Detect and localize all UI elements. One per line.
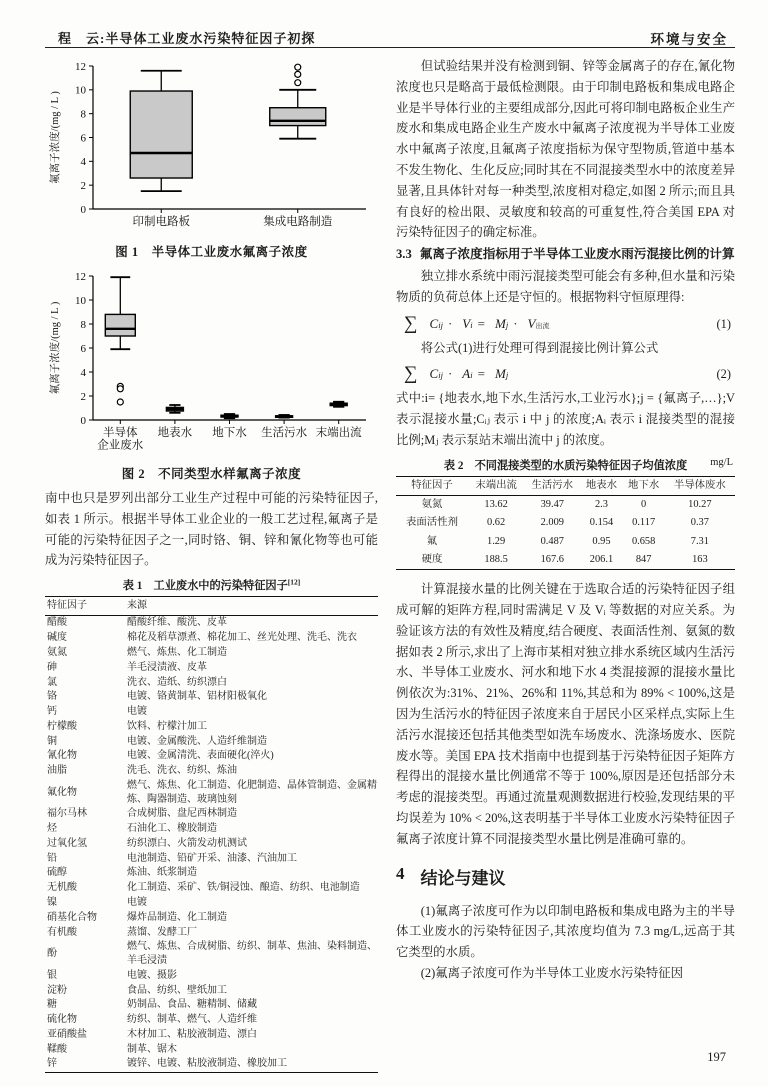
equation-mid-text: 将公式(1)进行处理可得到混接比例计算公式 bbox=[420, 340, 659, 355]
value-cell: 0.487 bbox=[540, 535, 564, 547]
column-header: 地下水 bbox=[623, 476, 665, 495]
column-header: 生活污水 bbox=[524, 476, 580, 495]
equation-2: ∑ C ij · A i = M j (2) bbox=[404, 363, 731, 385]
column-header: 特征因子 bbox=[396, 476, 468, 495]
column-header: 半导体废水 bbox=[665, 476, 735, 495]
factor-cell: 硫醇 bbox=[47, 867, 67, 879]
value-cell: 0.95 bbox=[592, 535, 611, 547]
table-row bbox=[45, 704, 378, 719]
value-cell: 847 bbox=[635, 554, 652, 566]
table-row bbox=[45, 690, 378, 705]
factor-cell: 柠檬酸 bbox=[47, 720, 77, 732]
svg-text:4: 4 bbox=[80, 156, 86, 169]
table-row bbox=[45, 983, 378, 998]
figure-1-boxplot bbox=[45, 56, 378, 260]
value-cell: 0.658 bbox=[631, 535, 656, 547]
factor-cell: 有机酸 bbox=[47, 926, 77, 938]
running-header-right: 环境与安全 bbox=[650, 32, 728, 47]
figure-2-boxplot bbox=[45, 266, 378, 482]
sum-symbol: ∑ bbox=[404, 363, 418, 385]
table-row bbox=[45, 719, 378, 734]
value-cell: 2.009 bbox=[540, 517, 564, 529]
source-cell: 电镀 bbox=[127, 706, 147, 718]
table-row bbox=[45, 910, 378, 925]
factor-cell: 氰化物 bbox=[47, 750, 77, 762]
svg-text:8: 8 bbox=[80, 318, 86, 331]
table-1-header bbox=[45, 597, 378, 616]
svg-text:10: 10 bbox=[75, 84, 86, 97]
table-row bbox=[45, 734, 378, 749]
value-cell: 0.154 bbox=[589, 517, 614, 529]
table-row bbox=[45, 851, 378, 866]
source-cell: 爆炸品制造、化工制造 bbox=[127, 911, 227, 923]
value-cell: 13.62 bbox=[484, 498, 508, 510]
source-cell: 电镀、金属酸洗、人造纤维制造 bbox=[127, 735, 267, 747]
table-row bbox=[45, 675, 378, 690]
svg-text:8: 8 bbox=[80, 108, 86, 121]
factor-cell: 氨氮 bbox=[47, 646, 67, 658]
table-row bbox=[45, 764, 378, 779]
source-cell: 羊毛浸渍液、皮革 bbox=[127, 661, 207, 673]
section-3-3-number: 3.3 bbox=[396, 247, 412, 262]
value-cell: 0.37 bbox=[690, 517, 709, 529]
conclusion-2: (2)氟离子浓度可作为半导体工业废水污染特征因 bbox=[420, 966, 684, 980]
factor-cell: 烃 bbox=[47, 823, 57, 835]
table-2-mean-concentrations bbox=[396, 476, 735, 571]
equation-2-number: (2) bbox=[716, 367, 731, 382]
table-row bbox=[396, 514, 735, 532]
factor-cell: 油脂 bbox=[47, 765, 67, 777]
svg-text:地表水: 地表水 bbox=[157, 427, 193, 439]
svg-text:印制电路板: 印制电路板 bbox=[132, 216, 190, 228]
section-4-heading bbox=[396, 864, 735, 889]
table-1-caption: 表 1 工业废水中的污染特征因子[12] bbox=[122, 577, 301, 593]
table-row bbox=[45, 881, 378, 896]
table-row bbox=[45, 925, 378, 940]
source-cell: 制革、锯木 bbox=[127, 1043, 177, 1055]
source-cell: 化工制造、采矿、铁/铜浸蚀、酿造、纺织、电池制造 bbox=[127, 882, 360, 894]
factor-cell: 银 bbox=[47, 969, 57, 981]
source-cell: 燃气、炼焦、化工制造 bbox=[127, 646, 227, 658]
section-3-3-heading bbox=[396, 244, 735, 265]
factor-cell: 无机酸 bbox=[47, 882, 77, 894]
value-cell: 167.6 bbox=[540, 554, 564, 566]
svg-text:氟离子浓度/(mg / L ): 氟离子浓度/(mg / L ) bbox=[50, 91, 61, 184]
factor-cell: 砷 bbox=[47, 661, 57, 673]
factor-cell: 酚 bbox=[47, 948, 57, 960]
right-paragraph-1: 但试验结果并没有检测到铜、锌等金属离子的存在,氰化物浓度也只是略高于最低检测限。由于印制电路板和集成电路企业是半导体行业的主要组成部分,因此可将印制电路板企业生产废水和集成电路企业生产废水中氟离子浓度视为半导体工业废水中氟离子浓度,且氟离子浓度指标为保守型物质,管道中基本不发生物化、生化反应;同时其在不同混接类型水中的浓度差异显著,且具体针对每一种类型,浓度相对稳定,如图 2 所示;而且具有良好的检出限、灵敏度和较高的可重复性,符合美国 EPA 对污染特征因子的确定标准。 bbox=[396, 59, 735, 240]
value-cell: 0.62 bbox=[487, 517, 506, 529]
source-cell: 蒸馏、发酵工厂 bbox=[127, 926, 197, 938]
table-row bbox=[45, 645, 378, 660]
svg-text:企业废水: 企业废水 bbox=[97, 439, 144, 452]
source-cell: 电镀、铬黄制革、铝材阳极氧化 bbox=[127, 691, 267, 703]
factor-cell: 亚硝酸盐 bbox=[47, 1028, 87, 1040]
svg-text:地下水: 地下水 bbox=[212, 427, 247, 439]
header-rule bbox=[45, 47, 735, 48]
svg-text:氟离子浓度/(mg / L ): 氟离子浓度/(mg / L ) bbox=[50, 301, 61, 395]
equation-1-number: (1) bbox=[716, 316, 731, 331]
factor-cell: 鞣酸 bbox=[47, 1043, 67, 1055]
svg-text:0: 0 bbox=[80, 414, 86, 427]
svg-text:6: 6 bbox=[80, 132, 86, 145]
table-row bbox=[45, 1027, 378, 1042]
factor-cell: 表面活性剂 bbox=[406, 517, 458, 529]
factor-cell: 硝基化合物 bbox=[47, 911, 97, 923]
factor-cell: 硬度 bbox=[421, 554, 443, 566]
factor-cell: 淀粉 bbox=[47, 984, 67, 996]
right-paragraph-4: 计算混接水量的比例关键在于选取合适的污染特征因子组成可解的矩阵方程,同时需满足 V 及 Vᵢ 等数据的对应关系。为验证该方法的有效性及精度,结合硬度、表面活性剂、氨氮的数据如表 2 所示,求出了上海市某相对独立排水系统区域内生活污水、半导体工业废水、河水和地下水 4 类混接源的混接水量比例依次为:31%、21%、26%和 11%,其总和为 89% < 100%,这是因为生活污水的特征因子浓度来自于居民小区采样点,实际上生活污水混接还包括其他类型如洗车场废水、洗涤场废水、医院废水等。美国 EPA 技术指南中也提到基于污染特征因子矩阵方程得出的混接水量比例通常不等于 100%,原因是还包括部分未考虑的混接类型。再通过流量观测数据进行校验,发现结果的平均误差为 10% < 20%,这表明基于半导体工业废水污染特征因子氟离子浓度计算不同混接类型水量比例是准确可靠的。 bbox=[396, 582, 735, 846]
left-column bbox=[45, 56, 378, 1073]
table-2-header bbox=[396, 476, 735, 495]
value-cell: 1.29 bbox=[487, 535, 506, 547]
table-1-pollution-factors bbox=[45, 596, 378, 1072]
source-cell: 石油化工、橡胶制造 bbox=[127, 823, 217, 835]
svg-text:半导体: 半导体 bbox=[103, 427, 138, 439]
table-row bbox=[45, 895, 378, 910]
running-header-left: 程 云:半导体工业废水污染特征因子初探 bbox=[58, 31, 316, 46]
factor-cell: 镍 bbox=[47, 897, 57, 909]
table-row bbox=[45, 749, 378, 764]
source-cell: 纺织、制革、燃气、人造纤维 bbox=[127, 1014, 257, 1026]
source-cell: 饮料、柠檬汁加工 bbox=[127, 720, 207, 732]
svg-text:10: 10 bbox=[75, 294, 86, 307]
column-header: 地表水 bbox=[580, 476, 622, 495]
table-row bbox=[45, 615, 378, 630]
value-cell: 188.5 bbox=[484, 554, 508, 566]
source-cell: 炼油、纸浆制造 bbox=[127, 867, 197, 879]
svg-text:2: 2 bbox=[80, 390, 86, 403]
source-cell: 镀锌、电镀、粘胶液制造、橡胶加工 bbox=[127, 1058, 287, 1070]
table-row bbox=[45, 836, 378, 851]
table-row bbox=[45, 778, 378, 806]
factor-cell: 钙 bbox=[47, 706, 57, 718]
factor-cell: 碱度 bbox=[47, 632, 67, 644]
svg-text:6: 6 bbox=[80, 342, 86, 355]
value-cell: 163 bbox=[692, 554, 708, 566]
table-row bbox=[45, 822, 378, 837]
table-row bbox=[45, 1057, 378, 1072]
section-3-3-title: 氟离子浓度指标用于半导体工业废水雨污混接比例的计算 bbox=[419, 247, 735, 262]
svg-text:12: 12 bbox=[75, 270, 86, 283]
table-row bbox=[45, 807, 378, 822]
value-cell: 2.3 bbox=[594, 498, 608, 510]
source-cell: 醋酸纤维、酸洗、皮革 bbox=[127, 617, 227, 629]
factor-cell: 福尔马林 bbox=[47, 808, 87, 820]
value-cell: 206.1 bbox=[589, 554, 614, 566]
svg-text:0: 0 bbox=[80, 203, 86, 216]
value-cell: 7.31 bbox=[690, 535, 709, 547]
table-row bbox=[45, 968, 378, 983]
source-cell: 纺织漂白、火箭发动机测试 bbox=[127, 837, 247, 849]
factor-cell: 氟化物 bbox=[47, 786, 77, 798]
factor-cell: 铬 bbox=[47, 691, 57, 703]
svg-text:12: 12 bbox=[75, 60, 86, 73]
figure-1-chart bbox=[45, 56, 378, 236]
source-cell: 奶制品、食品、糖精制、储藏 bbox=[127, 999, 257, 1011]
left-paragraph-continuation: 南中也只是罗列出部分工业生产过程中可能的污染特征因子,如表 1 所示。根据半导体工业企业的一般工艺过程,氟离子是可能的污染特征因子之一,同时铬、铜、锌和氰化物等也可能成为污染特征因子。 bbox=[45, 491, 378, 568]
factor-cell: 锌 bbox=[47, 1058, 57, 1070]
table-1-col-source: 来源 bbox=[127, 597, 378, 616]
svg-text:集成电路制造: 集成电路制造 bbox=[263, 216, 333, 228]
factor-cell: 氟 bbox=[426, 535, 438, 547]
value-cell: 0.117 bbox=[632, 517, 656, 529]
equation-1: ∑ C ij · V i = M j · V 出流 (1) bbox=[404, 312, 731, 334]
value-cell: 10.27 bbox=[688, 498, 712, 510]
right-column bbox=[396, 56, 735, 984]
source-cell: 电池制造、铅矿开采、油漆、汽油加工 bbox=[127, 852, 297, 864]
table-row bbox=[45, 631, 378, 646]
factor-cell: 氨氮 bbox=[421, 498, 443, 510]
table-1-col-factor: 特征因子 bbox=[45, 597, 127, 616]
section-4-number: 4 bbox=[396, 863, 405, 883]
table-2-caption: 表 2 不同混接类型的水质污染特征因子均值浓度 mg/L bbox=[443, 456, 733, 472]
table-2-unit: mg/L bbox=[710, 456, 733, 468]
svg-text:生活污水: 生活污水 bbox=[261, 427, 308, 439]
table-row bbox=[45, 866, 378, 881]
factor-cell: 过氧化氢 bbox=[47, 837, 87, 849]
source-cell: 洗衣、造纸、纺织漂白 bbox=[127, 676, 227, 688]
factor-cell: 硫化物 bbox=[47, 1014, 77, 1026]
figure-2-caption: 图 2 不同类型水样氟离子浓度 bbox=[121, 467, 302, 481]
svg-text:4: 4 bbox=[80, 366, 86, 379]
value-cell: 39.47 bbox=[540, 498, 564, 510]
right-paragraph-3: 式中:i= {地表水,地下水,生活污水,工业污水};j = {氟离子,…};V 表示混接水量;Cᵢⱼ 表示 i 中 j 的浓度;Aᵢ 表示 i 混接类型的混接比例;Mⱼ 表示泵站末端出流中 j 的浓度。 bbox=[396, 391, 735, 447]
figure-1-caption: 图 1 半导体工业废水氟离子浓度 bbox=[115, 245, 308, 259]
conclusion-1: (1)氟离子浓度可作为以印制电路板和集成电路为主的半导体工业废水的污染特征因子,其浓度均值为 7.3 mg/L,远高于其它类型的水质。 bbox=[396, 903, 735, 960]
section-4-title: 结论与建议 bbox=[420, 868, 506, 888]
source-cell: 燃气、炼焦、合成树脂、纺织、制革、焦油、染料制造、羊毛浸渍 bbox=[127, 941, 377, 966]
table-row bbox=[45, 940, 378, 968]
table-2-body bbox=[396, 495, 735, 570]
table-row bbox=[396, 551, 735, 570]
column-header: 末端出流 bbox=[468, 476, 524, 495]
source-cell: 燃气、炼焦、化工制造、化肥制造、晶体管制造、金属精炼、陶器制造、玻璃蚀刻 bbox=[127, 779, 377, 805]
table-row bbox=[45, 1042, 378, 1057]
svg-text:末端出流: 末端出流 bbox=[315, 427, 362, 439]
value-cell: 0 bbox=[641, 498, 647, 510]
source-cell: 合成树脂、盘尼西林制造 bbox=[127, 808, 237, 820]
table-1-body bbox=[45, 615, 378, 1072]
factor-cell: 糖 bbox=[47, 999, 57, 1011]
source-cell: 电镀 bbox=[127, 897, 147, 909]
source-cell: 洗毛、洗衣、纺织、炼油 bbox=[127, 765, 237, 777]
right-paragraph-2: 独立排水系统中雨污混接类型可能会有多种,但水量和污染物质的负荷总体上还是守恒的。根据物料守恒原理得: bbox=[396, 268, 735, 304]
page-number: 197 bbox=[707, 1050, 726, 1064]
source-cell: 电镀、摄影 bbox=[127, 969, 177, 981]
sum-symbol: ∑ bbox=[404, 312, 418, 334]
table-row bbox=[396, 495, 735, 514]
factor-cell: 醋酸 bbox=[47, 617, 67, 629]
source-cell: 棉花及稻草漂煮、棉花加工、丝光处理、洗毛、洗衣 bbox=[127, 632, 357, 644]
factor-cell: 铜 bbox=[47, 735, 57, 747]
svg-text:2: 2 bbox=[80, 179, 86, 192]
source-cell: 木材加工、粘胶液制造、漂白 bbox=[127, 1028, 257, 1040]
table-row bbox=[45, 998, 378, 1013]
figure-2-chart bbox=[45, 266, 378, 458]
source-cell: 电镀、金属清洗、表面硬化(淬火) bbox=[127, 750, 274, 762]
table-row bbox=[45, 660, 378, 675]
table-row bbox=[45, 1013, 378, 1028]
table-1-citation: [12] bbox=[287, 577, 301, 587]
factor-cell: 铅 bbox=[47, 852, 57, 864]
factor-cell: 氯 bbox=[47, 676, 57, 688]
source-cell: 食品、纺织、壁纸加工 bbox=[127, 984, 227, 996]
table-row bbox=[396, 533, 735, 551]
